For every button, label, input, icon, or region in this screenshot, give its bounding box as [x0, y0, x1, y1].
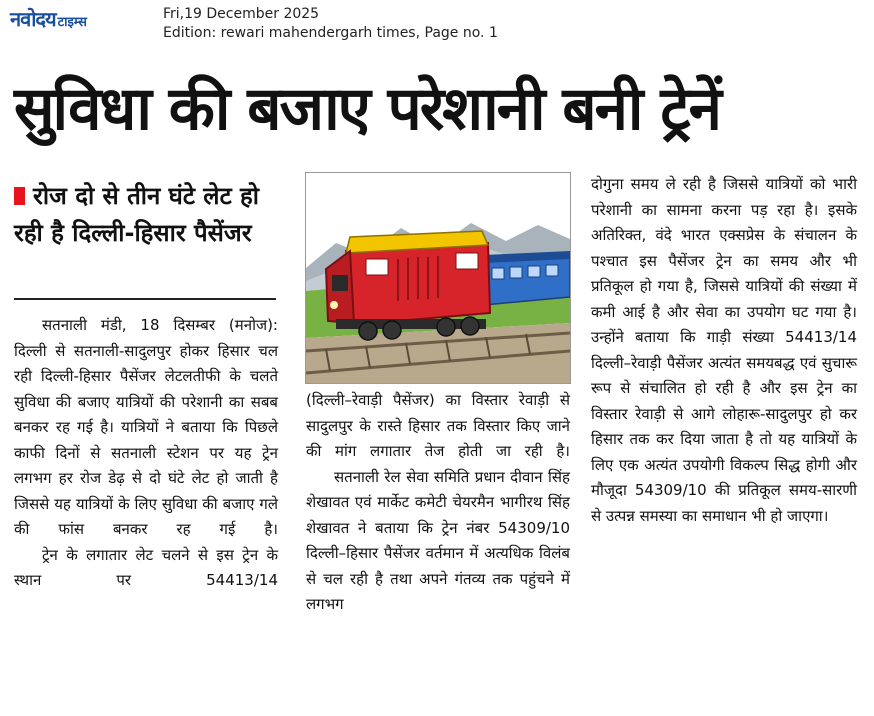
column-2-paragraph-1: (दिल्ली–रेवाड़ी पैसेंजर) का विस्तार रेवाड़ी से सादुलपुर के रास्ते हिसार तक विस्तार किए जाने की मांग लगातार तेज होती जा रही है।	[306, 391, 570, 460]
subheadline-divider	[14, 298, 276, 300]
edition-date: Fri,19 December 2025	[163, 6, 320, 22]
article-headline: सुविधा की बजाए परेशानी बनी ट्रेनें	[14, 74, 720, 144]
red-square-bullet	[14, 187, 25, 205]
train-illustration-icon	[306, 173, 570, 383]
article-column-1	[14, 313, 278, 594]
masthead-bar	[0, 0, 874, 48]
article-column-3	[591, 172, 857, 529]
edition-name: Edition: rewari mahendergarh times, Page no. 1	[163, 25, 498, 41]
logo-main-text: नवोदय	[10, 7, 56, 31]
subheadline-text: रोज दो से तीन घंटे लेट हो रही है दिल्ली-हिसार पैसेंजर	[14, 182, 259, 247]
article-subheadline	[14, 178, 276, 252]
column-1-paragraph-2: ट्रेन के लगातार लेट चलने से इस ट्रेन के स्थान पर 54413/14	[14, 545, 278, 589]
column-1-paragraph-1: सतनाली मंडी, 18 दिसम्बर (मनोज): दिल्ली से सतनाली-सादुलपुर होकर हिसार चल रही दिल्ली-हिसार पैसेंजर लेटलतीफी के चलते सुविधा की बजाए यात्रियों की परेशानी का सबब बनकर रह गई है। यात्रियों ने बताया कि पिछले काफी दिनों से सतनाली स्टेशन पर यह ट्रेन लगभग हर रोज डेढ़ से दो घंटे लेट हो जाती है जिससे यह यात्रियों के लिए सुविधा की बजाए गले की फांस बनकर रह गई है।	[14, 316, 278, 538]
column-2-paragraph-2: सतनाली रेल सेवा समिति प्रधान दीवान सिंह शेखावत एवं मार्केट कमेटी चेयरमैन भागीरथ सिंह शेखावत ने बताया कि ट्रेन नंबर 54309/10 दिल्ली–हिसार पैसेंजर वर्तमान में अत्यधिक विलंब से चल रही है तथा अपने गंतव्य तक पहुंचने में लगभग	[306, 467, 570, 613]
newspaper-logo[interactable]	[10, 6, 87, 32]
train-illustration-photo	[305, 172, 571, 384]
edition-info	[163, 5, 498, 43]
logo-sub-text: टाइम्स	[57, 15, 87, 30]
column-3-paragraph-1: दोगुना समय ले रही है जिससे यात्रियों को भारी परेशानी का सामना करना पड़ रहा है। इसके अतिरिक्त, वंदे भारत एक्सप्रेस के संचालन के पश्चात इस पैसेंजर ट्रेन का समय और भी प्रतिकूल हो गया है, जिससे यात्रियों की संख्या में कमी आई है और सेवा का उपयोग घट गया है। उन्होंने बताया कि गाड़ी संख्या 54413/14 दिल्ली–रेवाड़ी पैसेंजर अत्यंत समयबद्ध एवं सुचारू रूप से संचालित हो रही है और इस ट्रेन का विस्तार रेवाड़ी से आगे लोहारू-सादुलपुर हो कर हिसार तक कर दिया जाता है तो यह यात्रियों के लिए एक अत्यंत उपयोगी विकल्प सिद्ध होगी और मौजूदा 54309/10 की प्रतिकूल समय-सारणी से उत्पन्न समस्या का समाधान भी हो जाएगा।	[591, 175, 857, 525]
article-column-2	[306, 388, 570, 618]
